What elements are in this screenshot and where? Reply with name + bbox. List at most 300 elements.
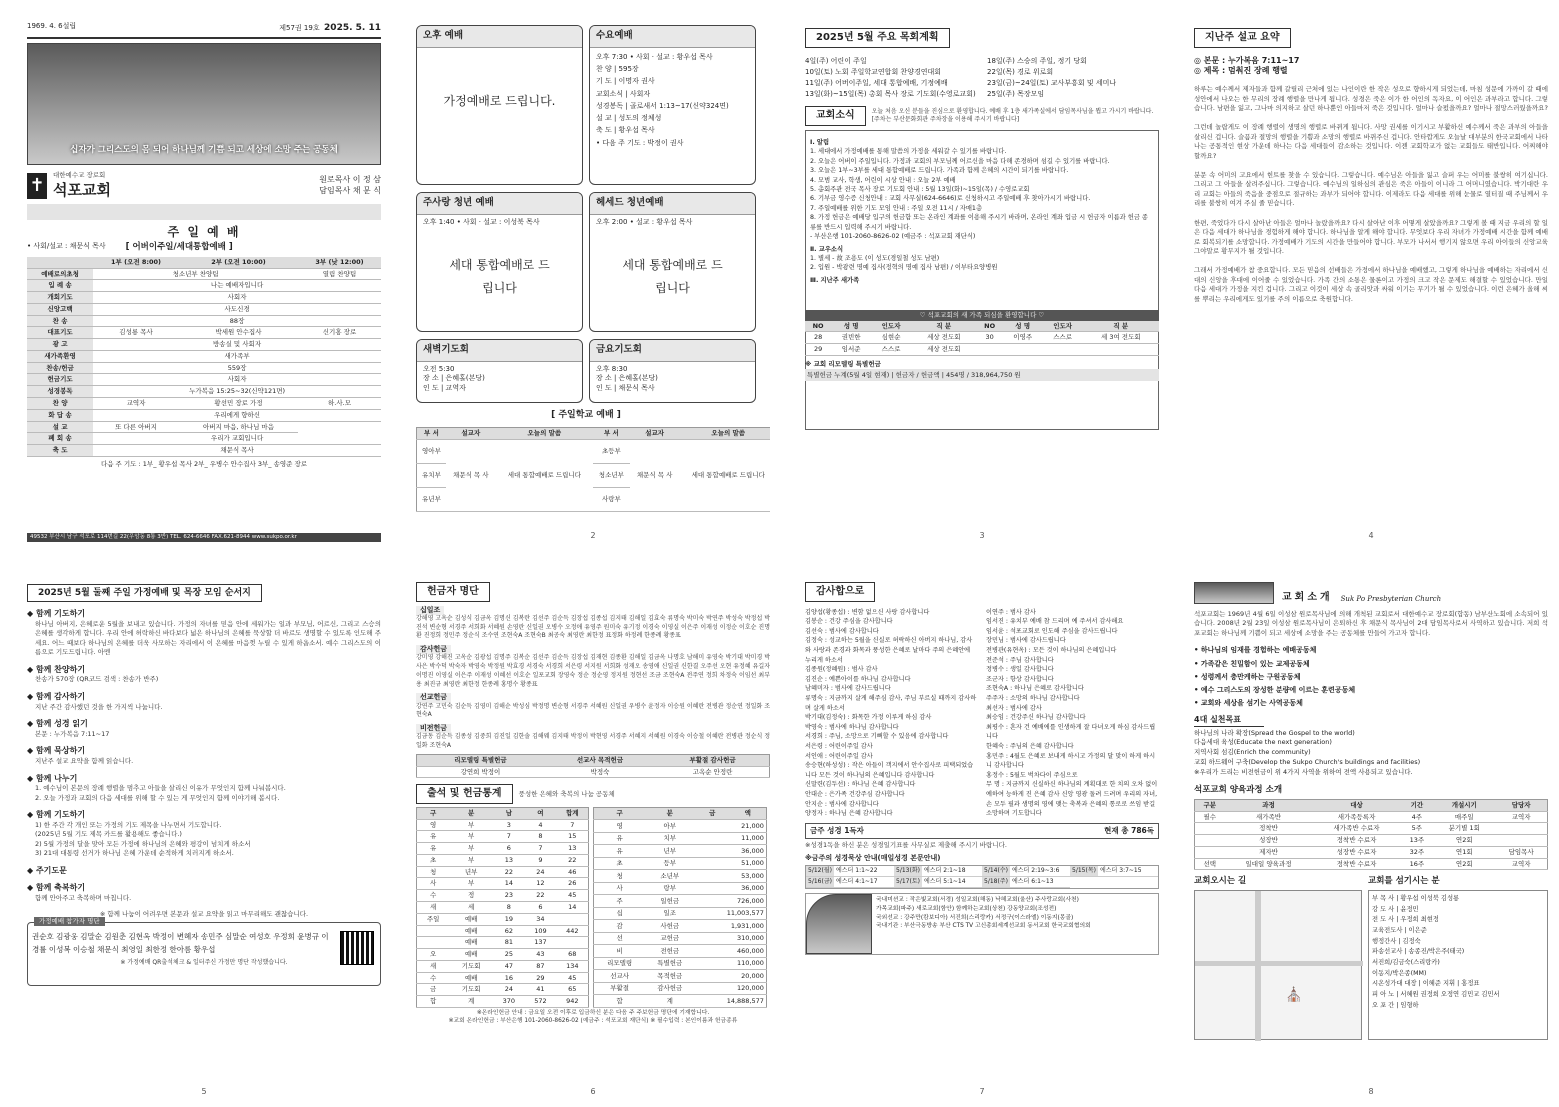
order-row	[27, 315, 381, 327]
youth-time: 오후 1:40 • 사회 · 설교 : 이성북 목사	[423, 217, 540, 226]
att-cell: 25	[493, 949, 525, 961]
nf-cell: 권빈한	[831, 332, 871, 344]
staff-item: 행정간사 | 김정숙	[1372, 937, 1421, 945]
offering-title: 헌금자 명단	[416, 582, 490, 602]
ss-header: 설교자	[630, 428, 680, 440]
off-cell: 일조	[645, 907, 695, 920]
senior-pastor: 원로목사 이 정 삼	[319, 174, 381, 184]
thanks-item: 양정자 : 하나님 은혜 감사합니다	[805, 810, 893, 818]
hesed-box	[589, 192, 756, 332]
course-cell	[1195, 823, 1225, 835]
fri-title: 금요기도회	[590, 340, 755, 362]
att-cell: 예배	[449, 972, 493, 984]
thanks-item: 김봉순 : 건강 주심을 감사합니다	[805, 618, 893, 626]
att-cell: 29	[525, 972, 557, 984]
course-header: 대상	[1313, 799, 1401, 811]
reading-date: 5/16(금)	[806, 877, 834, 887]
page-number: 3	[979, 531, 985, 541]
plan-item: 18일(주) 스승의 주일, 정기 당회	[987, 56, 1087, 65]
news-item: 4. 모범 교사, 학생, 어린이 시상 안내 : 오늘 2부 예배	[810, 176, 956, 184]
reading-date: 5/15(목)	[1070, 866, 1098, 876]
order-label: 화 답 송	[27, 409, 93, 421]
news-item: 8. 가정 헌금은 예배당 입구의 헌금함 또는 온라인 계좌를 이용해 주시기 바라며, 온라인 계좌 입금 시 헌금자 이름과 헌금 종류를 반드시 입력해 주시기 바랍니다.	[810, 214, 1149, 231]
dawn-title: 새벽기도회	[417, 340, 582, 362]
order-cell: 아버지 마음, 하나님 마음	[179, 421, 298, 433]
att-cell: 예배	[449, 937, 493, 949]
att-cell: 12	[525, 878, 557, 890]
plan-item: 10일(토) 노회 주일학교연합회 찬양경연대회	[805, 67, 941, 76]
att-cell: 13	[556, 843, 589, 855]
att-cell: 8	[525, 831, 557, 843]
att-cell: 109	[525, 925, 557, 937]
thanks-item: 안지순 : 범사에 감사합니다	[805, 800, 879, 808]
att-cell: 8	[493, 901, 525, 913]
att-cell: 26	[556, 878, 589, 890]
mission-photo	[806, 894, 872, 954]
hesed-title: 헤세드 청년예배	[590, 193, 755, 215]
step-title: ◆ 함께 찬양하기	[27, 664, 86, 674]
new-family-title: ♡ 석포교회의 새 가족 되심을 환영합니다 ♡	[805, 310, 1159, 321]
category-names: 김금동 김순득 김종성 김중희 김진일 김한솔 김해웨 김지태 박정이 박현영 서경주 서혜지 서혜원 이경숙 이승철 이혜란 전병관 정순식 정일화 조현숙A	[416, 733, 770, 750]
att-cell	[556, 913, 589, 925]
order-label: 개회기도	[27, 292, 93, 304]
reading-title: ※금주의 성경묵상 안내(매일성경 본문안내)	[805, 853, 941, 862]
page-number: 4	[1368, 531, 1374, 541]
order-row	[27, 327, 381, 339]
reading-text: 에스더 2:1~18	[923, 867, 966, 875]
ss-right-1: 청소년부	[593, 463, 630, 487]
order-cell: 새가족부	[93, 350, 381, 362]
sunday-school-title: [ 주일학교 예배 ]	[551, 410, 621, 420]
step-text: 찬송가 570장 (QR코드 검색 : 찬송가 반주)	[35, 675, 159, 684]
ss-header: 설교자	[446, 428, 496, 440]
thanks-item: 남혜미자 : 범사에 감사드립니다	[805, 685, 891, 693]
off-header: 액	[730, 807, 767, 820]
att-cell	[417, 925, 450, 937]
order-label: 새가족환영	[27, 350, 93, 362]
service-line: 인 도 | 채문식 목사	[596, 383, 655, 392]
news-item: 7. 주일예배를 위한 기도 모임 안내 : 주일 오전 11시 / 자매1층	[810, 204, 983, 212]
nf-header: 인도자	[1043, 321, 1083, 332]
step-text: 2) 5월 가정의 달을 맞아 모든 가정에 하나님의 은혜와 평강이 넘치게 하소서	[35, 839, 251, 848]
header-photo	[1194, 582, 1274, 604]
att-cell: 134	[556, 960, 589, 972]
col-1: 1부 (오전 8:00)	[93, 257, 179, 268]
service-subtitle: [ 어버이주일/세대통합예배 ]	[125, 242, 233, 253]
course-header: 과정	[1225, 799, 1313, 811]
family-list: 권순호 김광웅 김말순 김원춘 김현옥 박정이 변혜자 송민주 심말순 여성호 우정희 윤병규 이경률 이성복 이승철 채문식 최영일 최한정 한아름 황우섭	[32, 932, 329, 955]
thanks-item: 김종원(정혜원) : 범사 감사	[805, 666, 878, 674]
att-cell: 기도회	[449, 984, 493, 996]
church-name: 석포교회	[53, 180, 111, 199]
off-cell: 14,888,577	[695, 995, 767, 1008]
off-cell: 초	[594, 857, 645, 870]
church-intro-title: 교회소개	[1282, 591, 1333, 603]
att-cell: 370	[493, 996, 525, 1008]
att-cell: 14	[556, 901, 589, 913]
off-cell: 726,000	[695, 895, 767, 908]
cover-photo	[27, 43, 381, 165]
att-cell: 새	[417, 960, 450, 972]
order-step	[27, 692, 381, 712]
thanks-item: 임서진 : 유치부 예배 참 드리며 예 주셔서 감사해요	[986, 618, 1124, 626]
order-row	[27, 386, 381, 398]
order-label: 찬송/헌금	[27, 362, 93, 374]
thanks-item: 홍정수 : 5월도 벅차다이 주심으로	[986, 771, 1078, 779]
course-cell: 새가족반 수료자	[1313, 823, 1401, 835]
plan-item: 13일(화)~15일(목) 총회 목사 장로 기도회(수영로교회)	[805, 90, 976, 99]
sermon-paragraph: 하루는 예수께서 제자들과 함께 갈릴리 근처에 있는 나인이란 한 작은 성으로 향하시게 되었는데, 마침 성문에 가까이 갈 때에 성안에서 나오는 한 무리의 장례 행렬을 만나게 됩니다. 성경은 죽은 이가 한 어인의 독자요, 이 어인은 과부라고 합니다. 그렇습니다. 남편을 잃고, 그나마 의지하고 살던 하나뿐인 아들마저 죽은 것입니다. 얼마나 슬펐을까요? 얼마나 절망스러웠을까요?	[1194, 85, 1548, 112]
att-cell	[556, 937, 589, 949]
off-cell: 십	[594, 907, 645, 920]
att-cell: 정	[449, 890, 493, 902]
order-row	[27, 362, 381, 374]
order-row	[27, 374, 381, 386]
service-line: 성경봉독 | 골로새서 1:13~17(신약324면)	[596, 101, 729, 110]
att-cell: 부	[449, 819, 493, 831]
attendance-table	[416, 807, 589, 1008]
order-label: 찬 송	[27, 315, 93, 327]
staff-item: 이동지/박은종(MM)	[1372, 969, 1427, 977]
step-text: 하나님 아버지, 은혜로운 5월을 보내고 있습니다. 가정의 자녀를 믿음 안에 세워가는 일과 부모님, 어르신, 그리고 스승의 은혜를 생각하게 합니다. 우리 안에 허락하신 바다보다 넓은 하나님의 은혜를 묵상할 더 바르도 생명할 수 있도록 인도해 주세요. 어느 때보다 하나님의 은혜를 더욱 사모하는 자리에서 이 은혜를 마음껏 누릴 수 있게 하옵소서. 예수 그리스도의 이름으로 기도드립니다. 아멘	[35, 619, 381, 657]
stats-title: 출석 및 헌금통계	[416, 784, 513, 804]
course-cell: 4주	[1401, 811, 1434, 823]
course-cell: 연1회	[1433, 846, 1495, 858]
thanks-item: 김양섭(황종섭) : 변함 없으신 사랑 감사합니다	[805, 608, 930, 616]
plan-item: 22일(목) 경로 위로회	[987, 67, 1054, 76]
off-cell: 랑부	[645, 882, 695, 895]
service-line: 장 소 | 은혜홀(본당)	[596, 374, 658, 383]
off-cell: 선교사	[594, 970, 645, 983]
page-number: 8	[1368, 1087, 1374, 1097]
mission-line: 가목교회(파주) 새로교회(함안) 함께하는교회(상천) 강동양교회(조성전)	[876, 906, 1057, 913]
thanks-item: 임서윤 : 석포교회로 인도해 주심을 감사드립니다	[986, 627, 1118, 635]
mission-line: 국내기관 : 부산극동방송 부산 CTS TV 고신총회세계선교회 동서교회 한국교회협의회	[876, 923, 1091, 930]
off-cell: 사헌금	[645, 920, 695, 933]
off-header: 분	[645, 807, 695, 820]
att-cell: 주일	[417, 913, 450, 925]
map-title: 교회오시는 길	[1194, 876, 1247, 887]
nf-cell: 29	[805, 344, 831, 356]
online-note: ※온라인헌금 안내 : 금요일 오전 이후로 입금하신 분은 다음 주 주보헌금 명단에 기재합니다.	[476, 1009, 710, 1016]
category-title: 십일조	[416, 606, 444, 615]
att-header: 분	[449, 807, 493, 819]
reading-text: 에스더 3:7~15	[1099, 867, 1142, 875]
off-cell: 아부	[645, 820, 695, 833]
att-cell: 19	[493, 913, 525, 925]
order-label: 성경봉독	[27, 386, 93, 398]
off-header: 금	[695, 807, 730, 820]
order-label: 폐 회 송	[27, 433, 93, 445]
nf-header: 성 명	[1003, 321, 1043, 332]
step-title: ◆ 함께 나누기	[27, 773, 78, 783]
news-item: Ⅲ. 지난주 새가족	[810, 276, 860, 284]
course-cell: 정착반 수료자	[1313, 858, 1401, 870]
att-cell: 81	[493, 937, 525, 949]
community-item: • 하나님의 임재를 경험하는 예배공동체	[1194, 646, 1317, 655]
off-cell: 청	[594, 870, 645, 883]
reading-text: 에스더 5:1~14	[923, 878, 966, 886]
nf-header: 직 분	[1083, 321, 1159, 332]
stats-sub: 풍성한 은혜와 축복의 나눔 공동체	[518, 789, 615, 798]
order-step	[27, 866, 381, 877]
order-row	[27, 421, 381, 433]
service-line: 찬 양 | 595장	[596, 65, 639, 74]
order-label: 예배로의초청	[27, 268, 93, 280]
off-cell: 53,000	[695, 870, 767, 883]
hesed-body: 세대 통합예배로 드립니다	[622, 258, 723, 296]
step-title: ◆ 함께 감사하기	[27, 691, 86, 701]
thanks-item: 한혜숙 : 주님의 은혜 감사합니다	[986, 743, 1074, 751]
ss-teacher-r: 채문식 목 사	[630, 439, 680, 511]
page-number: 7	[979, 1087, 985, 1097]
off-cell: 유	[594, 845, 645, 858]
page-number: 2	[590, 531, 596, 541]
nf-cell: 세 3여 전도회	[1083, 332, 1159, 344]
off-cell: 비	[594, 945, 645, 958]
bible-reader-count: 현재 총 786독	[1104, 825, 1154, 835]
off-cell: 11,003,577	[695, 907, 767, 920]
plan-item: 4일(주) 어린이 주일	[805, 56, 867, 65]
thanks-item: 조군자 : 항상 감사합니다	[986, 675, 1054, 683]
extra-value: 박정숙	[544, 766, 656, 778]
att-cell: 오	[417, 949, 450, 961]
thanks-item: 홍민주 : 4월도 은혜로 보내게 하시고 가정의 달 맞이 하게 하시니 감사합니다	[986, 752, 1156, 770]
step-title: ◆ 함께 축복하기	[27, 883, 86, 893]
att-cell: 65	[556, 984, 589, 996]
reading-text: 에스더 4:1~17	[835, 878, 878, 886]
offering-stats-table	[593, 807, 766, 1008]
church-english: Suk Po Presbyterian Church	[1340, 594, 1442, 603]
att-cell: 부	[449, 831, 493, 843]
reading-date: 5/12(월)	[806, 866, 834, 876]
nf-header: NO	[977, 321, 1003, 332]
extra-header: 선교사 목적헌금	[544, 754, 656, 766]
service-line: 설 교 | 성도의 정체성	[596, 114, 662, 123]
att-header: 합계	[556, 807, 589, 819]
off-cell: 주	[594, 895, 645, 908]
news-item: - 부산은행 101-2060-8626-02 (예금주 : 석포교회 재단식)	[810, 233, 976, 241]
thanks-item: 최선자 : 범사에 감사	[986, 704, 1042, 712]
off-cell: 21,000	[695, 820, 767, 833]
category-names: 강연주 고민숙 김순득 김영미 김해순 박성심 박정명 변순형 서경주 서혜원 신일권 우병수 윤정자 이승원 이혜란 전병관 정순연 정일화 조현숙A	[416, 702, 770, 719]
course-header: 구분	[1195, 799, 1225, 811]
goal-item: 지역사회 섬김(Enrich the community)	[1194, 748, 1311, 757]
goal-item: ※우리가 드리는 비전헌금이 위 4가지 사역을 위하여 전액 사용되고 있습니다.	[1194, 767, 1413, 776]
order-step	[27, 719, 381, 739]
staff-item: 부 목 사 | 황우섭 이성북 김성룡	[1372, 894, 1460, 902]
order-cell: 나는 예배자입니다	[93, 280, 381, 292]
att-cell: 7	[525, 843, 557, 855]
off-cell: 계	[645, 995, 695, 1008]
bible-reader-title: 금주 성경 1독자	[810, 825, 864, 835]
att-cell: 22	[493, 866, 525, 878]
course-cell: 정착반	[1225, 823, 1313, 835]
order-cell: 황선민 장로 가정	[179, 398, 298, 410]
att-cell: 23	[493, 890, 525, 902]
community-item: • 예수 그리스도의 장성한 분량에 이르는 훈련공동체	[1194, 686, 1356, 695]
att-header: 구	[417, 807, 450, 819]
course-cell: 5주	[1401, 823, 1434, 835]
sermon-text: ◎ 본문 : 누가복음 7:11~17	[1194, 55, 1300, 65]
course-cell: 일대일 양육과정	[1225, 858, 1313, 870]
page-number: 5	[201, 1087, 207, 1097]
att-cell: 137	[525, 937, 557, 949]
course-cell: 제자반	[1225, 846, 1313, 858]
order-label: 설 교	[27, 421, 93, 433]
off-cell: 감	[594, 920, 645, 933]
step-text: 본문 : 누가복음 7:11~17	[35, 729, 110, 738]
order-cell: 김성룡 목사	[93, 327, 179, 339]
order-row	[27, 445, 381, 457]
att-header: 남	[493, 807, 525, 819]
sermon-title: 지난주 설교 요약	[1194, 28, 1291, 48]
page-1	[27, 22, 381, 544]
wed-title: 수요예배	[590, 26, 755, 48]
att-cell: 45	[556, 890, 589, 902]
att-cell: 22	[556, 854, 589, 866]
thanks-item: 박영숙 : 범사에 하나님 감사합니다	[805, 723, 899, 731]
wed-box	[589, 25, 756, 185]
news-item: 6. 기부금 영수증 신청안내 : 교회 사무실(624-6646)로 신청하시고 주일예배 후 찾아가시기 바랍니다.	[810, 195, 1091, 203]
att-cell: 43	[525, 949, 557, 961]
order-cell: 88장	[93, 315, 381, 327]
step-text: 지난 주간 감사했던 것을 한 가지씩 나눕니다.	[35, 702, 163, 711]
ss-left-2: 유년부	[417, 487, 446, 511]
news-item: 5. 총회주관 전국 목사 장로 기도회 안내 : 5월 13일(화)~15일(목) / 수영로교회	[810, 185, 1030, 193]
thanks-item: 류명숙 : 지금까지 살게 해주심 감사, 주님 부르실 때까지 감사하며 살게 하소서	[805, 694, 977, 712]
nf-header: NO	[805, 321, 831, 332]
att-cell: 3	[493, 819, 525, 831]
reading-text: 에스더 2:19~3:6	[1011, 867, 1060, 875]
service-line: 교회소식 | 사회자	[596, 89, 651, 98]
community-item: • 교회와 세상을 섬기는 사역공동체	[1194, 699, 1303, 708]
plan-item: 25일(주) 목장모임	[987, 90, 1045, 99]
denomination: 대한예수교 장로회	[53, 171, 106, 180]
extra-value: 강연희 박정이	[417, 766, 544, 778]
sermon-paragraph: 분문 속 어미의 고요에서 힌트를 찾을 수 있습니다. 그렇습니다. 예수님은 아들을 잃고 슬퍼 우는 어미를 불쌍히 여기십니다. 그리고 그 아들을 살려주십니다. 그렇습니다. 예수님의 일하심의 관심은 죽은 아들이 이니라 그 어머니였습니다. 박기대란 우리 교회는 아들의 죽음을 중점으로 절규하는 과부가 되어야 합니다. 이제라도 다음 세대를 위해 눈물로 열터질 때 주님께서 우리를 불쌍히 여겨 주실 줄 믿습니다.	[1194, 171, 1548, 208]
att-cell: 예배	[449, 913, 493, 925]
order-cell: 우리가 교회입니다	[93, 433, 381, 445]
order-cell: 교역자	[93, 398, 179, 410]
thanks-item: 서인애 : 어린이주일 감사	[805, 752, 873, 760]
online-account: ※교회 온라인헌금 : 부산은행 101-2060-8626-02 (예금주 : 석포교회 재단식) ※ 필수입력 : 본인이름과 헌금종류	[448, 1017, 738, 1024]
course-cell: 분기별 1회	[1433, 823, 1495, 835]
course-table	[1194, 799, 1548, 871]
bible-reader-note: ※성경1독을 하신 분은 성경일기표를 사무실로 제출해 주시기 바랍니다.	[805, 841, 1007, 850]
course-cell: 연2회	[1433, 858, 1495, 870]
order-label: 축 도	[27, 445, 93, 457]
page-5	[27, 578, 381, 1100]
thanks-item: 신말련(김두선) : 하나님 은혜 감사합니다	[805, 781, 916, 789]
att-header: 여	[525, 807, 557, 819]
off-cell: 합	[594, 995, 645, 1008]
thanks-item: 주주자 : 소망의 하나님 감사합니다	[986, 694, 1080, 702]
off-cell: 460,000	[695, 945, 767, 958]
order-step	[27, 883, 381, 903]
family-title: 가정예배 참가자 명단	[34, 917, 105, 926]
build-fund: 특별헌금 누계(5월 4일 현재) | 헌금자 / 헌금액 | 454명 / 318,964,750 원	[805, 369, 1159, 382]
news-item: 2. 입원 - 박광련 명예 집사(정혁의 명예 집사 남편) / 이부타요양병원	[810, 264, 998, 272]
att-cell: 영	[417, 819, 450, 831]
afternoon-box	[416, 25, 583, 185]
staff-item: 전 도 사 | 우정희 최현정	[1372, 916, 1439, 924]
step-title: ◆ 함께 기도하기	[27, 609, 86, 619]
att-cell	[417, 937, 450, 949]
course-cell	[1195, 835, 1225, 847]
nf-cell: 임서준	[831, 344, 871, 356]
att-cell: 22	[525, 890, 557, 902]
nf-cell: 이영주	[1003, 332, 1043, 344]
ss-right-2: 사랑부	[593, 487, 630, 511]
afternoon-title: 오후 예배	[417, 26, 582, 48]
att-cell: 기도회	[449, 960, 493, 972]
att-cell: 계	[449, 996, 493, 1008]
step-text: 3) 21대 대통령 선거가 하나님 은혜 가운데 순적하게 치러지게 하소서.	[35, 849, 234, 858]
order-cell: 채문식 목사	[93, 445, 381, 457]
news-note: 오늘 처음 오신 분들을 진심으로 환영합니다. 예배 후 1층 새가족실에서 담임목사님을 뵙고 가시기 바랍니다. [주차는 부산문화회관 주차장을 이용해 주시기 바랍니다]	[871, 107, 1154, 123]
order-cell: 누가복음 15:25~32(신약121면)	[93, 386, 381, 398]
preacher: • 사회/설교 : 채문식 목사	[27, 242, 106, 251]
thanks-item: 안대순 : 은가족 건강주심 감사합니다	[805, 791, 905, 799]
ss-header: 오늘의 말씀	[680, 428, 770, 440]
col-2: 2부 (오전 10:00)	[179, 257, 298, 268]
service-line: 장 소 | 은혜홀(본당)	[423, 374, 485, 383]
ss-header: 부 서	[417, 428, 446, 440]
att-cell: 수	[417, 890, 450, 902]
home-worship-title: 2025년 5월 둘째 주일 가정예배 및 목장 모임 순서지	[27, 584, 262, 602]
order-row	[27, 292, 381, 304]
nf-header: 인도자	[871, 321, 911, 332]
order-row	[27, 280, 381, 292]
service-line: 오후 7:30 • 사회 · 설교 : 황우섭 목사	[596, 52, 713, 61]
course-cell: 교역자	[1495, 811, 1547, 823]
community-item: • 성령께서 충만케하는 구원공동체	[1194, 672, 1301, 681]
staff-item: 교육전도사 | 이은준	[1372, 926, 1427, 934]
att-cell: 6	[525, 901, 557, 913]
off-cell: 전헌금	[645, 945, 695, 958]
off-cell: 년부	[645, 845, 695, 858]
off-cell: 일헌금	[645, 895, 695, 908]
step-title: ◆ 함께 묵상하기	[27, 746, 86, 756]
att-cell: 13	[493, 854, 525, 866]
att-cell: 45	[556, 972, 589, 984]
order-cell: 청소년부 찬양팀	[93, 268, 298, 280]
page-7	[805, 578, 1159, 1100]
off-cell: 목적헌금	[645, 970, 695, 983]
off-cell: 11,000	[695, 832, 767, 845]
issue-date: 2025. 5. 11	[324, 23, 381, 33]
att-cell: 62	[493, 925, 525, 937]
page-8	[1194, 578, 1548, 1100]
off-cell: 20,000	[695, 970, 767, 983]
course-cell: 새가족반	[1225, 811, 1313, 823]
step-text: 지난주 설교 요약을 함께 읽습니다.	[35, 757, 134, 766]
reading-date: 5/18(주)	[982, 877, 1010, 887]
course-cell	[1495, 835, 1547, 847]
founded-date: 1969. 4. 6설립	[27, 22, 77, 30]
course-cell	[1195, 846, 1225, 858]
nf-cell	[1003, 344, 1043, 356]
order-row	[27, 350, 381, 362]
att-cell: 년부	[449, 866, 493, 878]
att-cell: 부	[449, 843, 493, 855]
sermon-subject: ◎ 제목 : 멈춰진 장례 행렬	[1194, 66, 1288, 76]
youth-title: 주사랑 청년 예배	[417, 193, 582, 215]
ss-teacher-l: 채문식 목 사	[446, 439, 496, 511]
service-line: 오후 8:30	[596, 364, 628, 373]
order-cell: 신기홍 장로	[298, 327, 381, 339]
